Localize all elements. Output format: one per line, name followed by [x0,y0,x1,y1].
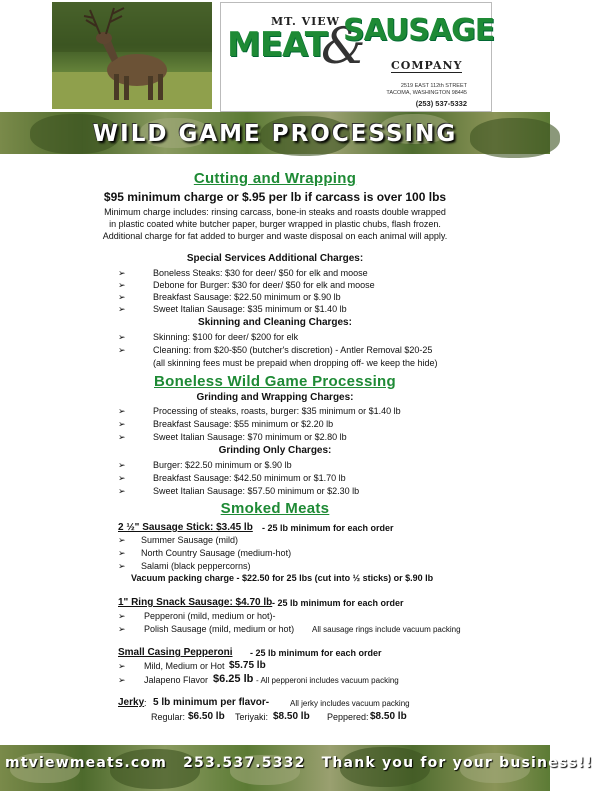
cutting-desc-2: in plastic coated white butcher paper, burger wrapped in plastic chubs, flash frozen. [109,219,441,229]
vacuum-note: Vacuum packing charge - $22.50 for 25 lbs (cut into ½ sticks) or $.90 lb [131,573,434,583]
jerky-colon: : [144,698,147,708]
address-line-2: TACOMA, WASHINGTON 98445 [386,90,467,96]
logo-sausage: SAUSAGE [343,13,495,48]
jerky-regular-label: Regular: [151,712,186,722]
bullet-icon: ➢ [118,661,126,671]
company-logo [220,2,495,112]
jerky-peppered-price: $8.50 lb [370,711,407,722]
footer-thanks: Thank you for your business!! [321,755,594,771]
grind-only-item: Burger: $22.50 minimum or $.90 lb [153,460,292,470]
ring-minimum: - 25 lb minimum for each order [272,598,404,608]
bullet-icon: ➢ [118,611,126,621]
footer-phone: 253.537.5332 [183,755,306,771]
bullet-icon: ➢ [118,292,126,302]
stick-item: Summer Sausage (mild) [141,535,239,545]
stick-item: Salami (black peppercorns) [141,561,251,571]
jerky-note: All jerky includes vacuum packing [290,699,410,708]
grind-wrap-heading: Grinding and Wrapping Charges: [196,392,354,403]
cutting-desc-3: Additional charge for fat added to burger and waste disposal on each animal will apply. [102,231,448,241]
bullet-icon: ➢ [118,419,126,429]
pepperoni-note: - All pepperoni includes vacuum packing [256,676,399,685]
ring-item: Polish Sausage (mild, medium or hot) [144,624,295,634]
smoked-heading: Smoked Meats [220,500,330,517]
bullet-icon: ➢ [118,268,126,278]
special-item: Sweet Italian Sausage: $35 minimum or $1.40 lb [153,304,347,314]
jerky-title: Jerky [118,697,145,708]
jerky-peppered-label: Peppered: [327,712,369,722]
jerky-teriyaki-label: Teriyaki: [235,712,269,722]
company-address [386,83,467,97]
logo-mt-view: MT. VIEW [271,15,341,28]
special-item: Boneless Steaks: $30 for deer/ $50 for elk and moose [153,268,368,278]
bullet-icon: ➢ [118,486,126,496]
grind-wrap-item: Processing of steaks, roasts, burger: $35 minimum or $1.40 lb [153,406,401,416]
bullet-icon: ➢ [118,332,126,342]
cutting-heading: Cutting and Wrapping [193,170,357,187]
special-item: Debone for Burger: $30 for deer/ $50 for elk and moose [153,280,375,290]
bullet-icon: ➢ [118,432,126,442]
jerky-regular-price: $6.50 lb [188,711,225,722]
special-services-heading: Special Services Additional Charges: [186,253,364,264]
stick-minimum: - 25 lb minimum for each order [262,523,394,533]
bullet-icon: ➢ [118,675,126,685]
company-phone: (253) 537-5332 [415,99,467,108]
bullet-icon: ➢ [118,624,126,634]
header [0,0,550,112]
bullet-icon: ➢ [118,548,126,558]
grind-wrap-item: Sweet Italian Sausage: $70 minimum or $2.80 lb [153,432,347,442]
pepperoni-item-1: Mild, Medium or Hot [144,661,225,671]
cutting-desc-1: Minimum charge includes: rinsing carcass, bone-in steaks and roasts double wrapped [104,207,446,217]
ring-item: Pepperoni (mild, medium or hot)- [144,611,276,621]
skinning-heading: Skinning and Cleaning Charges: [198,317,352,328]
boneless-heading: Boneless Wild Game Processing [154,373,396,390]
special-item: Breakfast Sausage: $22.50 minimum or $.90 lb [153,292,341,302]
bullet-icon: ➢ [118,406,126,416]
price-list [0,160,550,740]
address-line-1: 2519 EAST 112th STREET [400,83,467,89]
bullet-icon: ➢ [118,280,126,290]
stick-title: 2 ½" Sausage Stick: $3.45 lb [118,522,253,533]
jerky-teriyaki-price: $8.50 lb [273,711,310,722]
grind-only-item: Sweet Italian Sausage: $57.50 minimum or $2.30 lb [153,486,360,496]
bullet-icon: ➢ [118,473,126,483]
pepperoni-minimum: - 25 lb minimum for each order [250,648,382,658]
footer-text [0,755,594,771]
pepperoni-item-2: Jalapeno Flavor [144,675,209,685]
skinning-item: Skinning: $100 for deer/ $200 for elk [153,332,299,342]
skinning-note: (all skinning fees must be prepaid when dropping off- we keep the hide) [153,358,438,368]
logo-ampersand: & [321,17,366,75]
logo-company: COMPANY [391,59,463,72]
jerky-minimum: 5 lb minimum per flavor- [153,697,270,708]
bullet-icon: ➢ [118,535,126,545]
pepperoni-title: Small Casing Pepperoni [118,647,233,658]
ring-note: All sausage rings include vacuum packing [312,625,461,634]
pepperoni-item-2-price: $6.25 lb [213,673,254,685]
stick-item: North Country Sausage (medium-hot) [141,548,292,558]
logo-meat: MEAT [227,25,327,65]
pepperoni-item-1-price: $5.75 lb [229,660,266,671]
page-title: WILD GAME PROCESSING [92,121,458,147]
skinning-item: Cleaning: from $20-$50 (butcher's discretion) - Antler Removal $20-25 [153,345,433,355]
grind-only-heading: Grinding Only Charges: [218,445,332,456]
cutting-min-charge: $95 minimum charge or $.95 per lb if carcass is over 100 lbs [103,190,447,204]
elk-photo [52,2,212,109]
grind-only-item: Breakfast Sausage: $42.50 minimum or $1.70 lb [153,473,346,483]
grind-wrap-item: Breakfast Sausage: $55 minimum or $2.20 lb [153,419,334,429]
bullet-icon: ➢ [118,561,126,571]
website-link[interactable]: mtviewmeats.com [5,755,168,771]
bullet-icon: ➢ [118,345,126,355]
ring-title: 1" Ring Snack Sausage: $4.70 lb [118,597,273,608]
bullet-icon: ➢ [118,304,126,314]
bullet-icon: ➢ [118,460,126,470]
